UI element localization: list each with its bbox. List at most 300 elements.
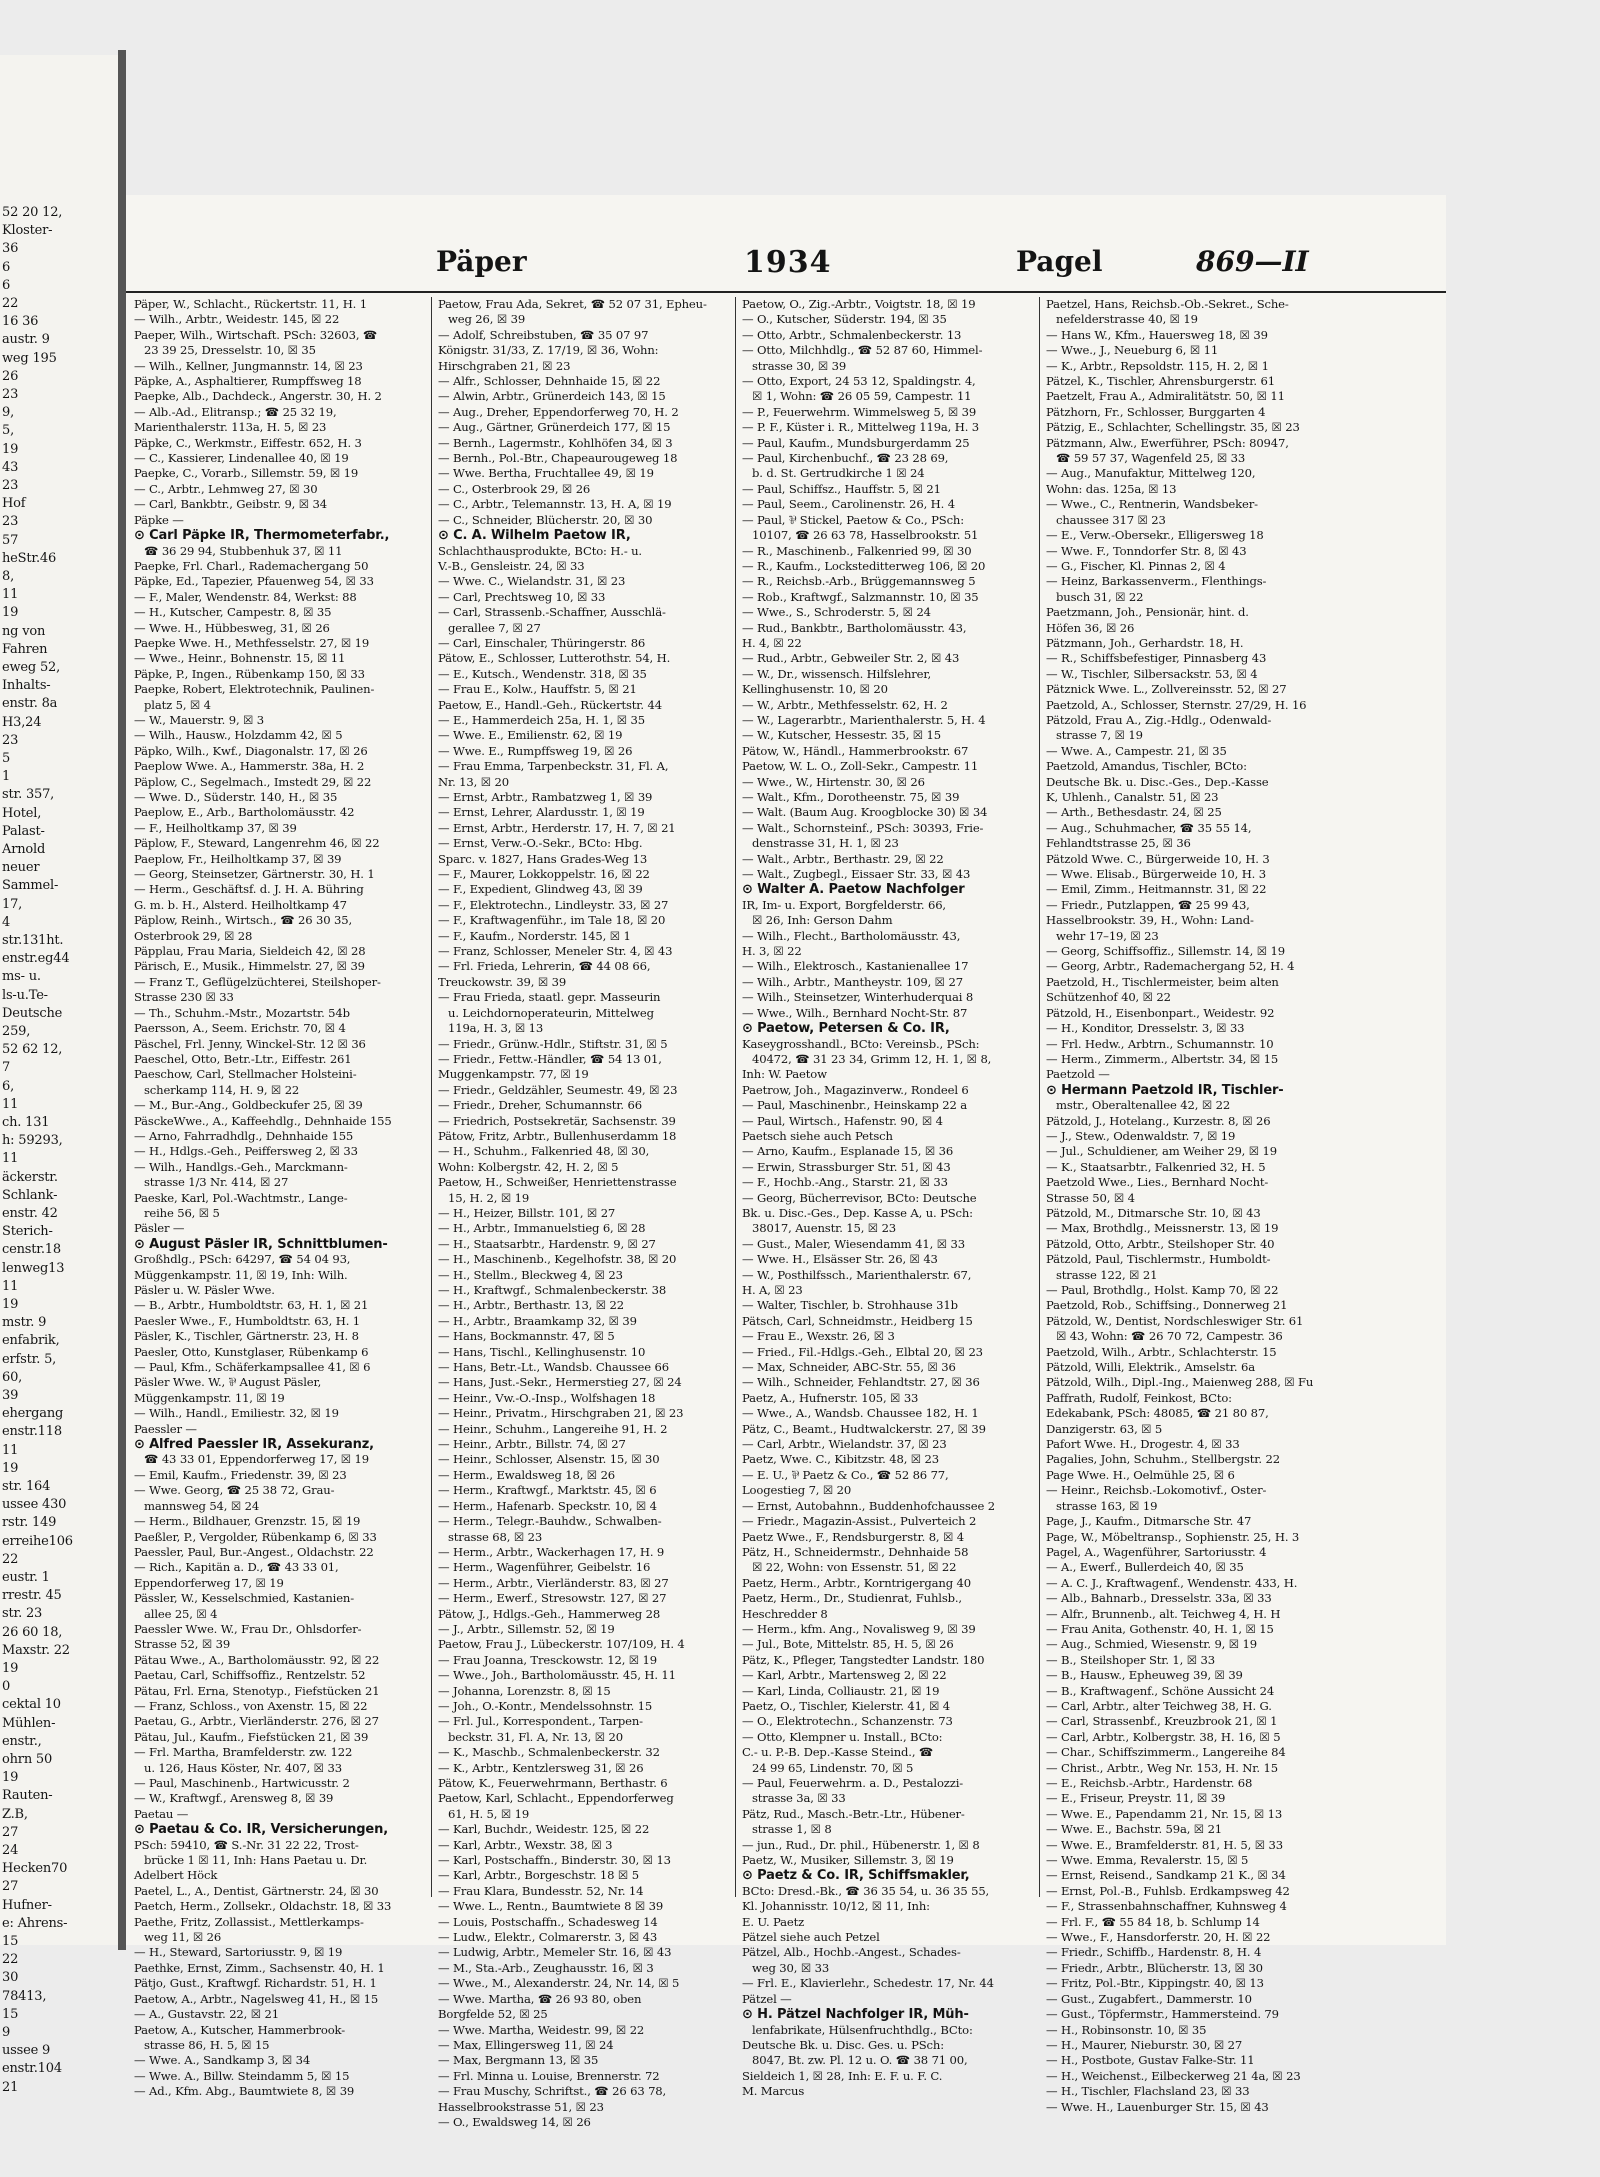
directory-entry: Pagel, A., Wagenführer, Sartoriusstr. 4 <box>1046 1544 1267 1559</box>
directory-entry: — Carl, Prechtsweg 10, ☒ 33 <box>438 589 606 604</box>
left-page-text-fragment: 5, <box>2 423 15 439</box>
directory-entry: Pätzel, K., Tischler, Ahrensburgerstr. 61 <box>1046 374 1275 389</box>
directory-entry: Päpke, P., Ingen., Rübenkamp 150, ☒ 33 <box>134 666 365 681</box>
directory-entry: u. 126, Haus Köster, Nr. 407, ☒ 33 <box>144 1760 342 1775</box>
directory-entry: — Frl. Jul., Korrespondent., Tarpen- <box>438 1714 643 1729</box>
directory-entry: mannsweg 54, ☒ 24 <box>144 1498 260 1513</box>
directory-entry: — Carl, Bankbtr., Geibstr. 9, ☒ 34 <box>134 497 327 512</box>
directory-entry: — Wwe. Emma, Revalerstr. 15, ☒ 5 <box>1046 1853 1249 1868</box>
left-page-text-fragment: 22 <box>2 1952 19 1968</box>
directory-entry: — F., Expedient, Glindweg 43, ☒ 39 <box>438 882 643 897</box>
directory-entry: — Frl. E., Klavierlehr., Schedestr. 17, Nr. 44 <box>742 1976 994 1991</box>
directory-entry: — H., Heizer, Billstr. 101, ☒ 27 <box>438 1205 616 1220</box>
directory-entry: — Wwe., A., Wandsb. Chaussee 182, H. 1 <box>742 1406 979 1421</box>
directory-entry: Müggenkampstr. 11, ☒ 19 <box>134 1390 285 1405</box>
directory-entry: — Frau Muschy, Schriftst., ☎ 26 63 78, <box>438 2084 667 2099</box>
left-page-text-fragment: 23 <box>2 514 19 530</box>
directory-entry: Pätzold, Wilh., Dipl.-Ing., Maienweg 288, ☒ Fu <box>1046 1375 1314 1390</box>
directory-entry: E. U. Paetz <box>742 1914 805 1929</box>
directory-entry: — Aug., Gärtner, Grünerdeich 177, ☒ 15 <box>438 420 671 435</box>
directory-entry: — Erwin, Strassburger Str. 51, ☒ 43 <box>742 1159 951 1174</box>
left-page-text-fragment: str. 164 <box>2 1479 51 1494</box>
left-page-text-fragment: ls-u.Te- <box>2 987 48 1003</box>
directory-entry: Schlachthausprodukte, BCto: H.- u. <box>438 543 642 558</box>
directory-entry: — Frau E., Kolw., Hauffstr. 5, ☒ 21 <box>438 682 637 697</box>
directory-entry: Bk. u. Disc.-Ges., Dep. Kasse A, u. PSch: <box>742 1205 973 1220</box>
directory-entry: — Christ., Arbtr., Weg Nr. 153, H. Nr. 15 <box>1046 1760 1278 1775</box>
directory-entry: — R., Kaufm., Locksteditterweg 106, ☒ 20 <box>742 558 986 573</box>
directory-entry: ☎ 59 57 37, Wagenfeld 25, ☒ 33 <box>1056 451 1246 466</box>
left-page-text-fragment: 22 <box>2 1551 19 1567</box>
directory-entry: — Georg, Arbtr., Rademachergang 52, H. 4 <box>1046 959 1295 974</box>
directory-entry: — Otto, Milchhdlg., ☎ 52 87 60, Himmel- <box>742 343 983 358</box>
directory-entry: H. A, ☒ 23 <box>742 1283 803 1297</box>
directory-entry: strasse 163, ☒ 19 <box>1056 1498 1158 1513</box>
directory-entry: Sparc. v. 1827, Hans Grades-Weg 13 <box>438 851 648 866</box>
directory-entry: — J., Arbtr., Sillemstr. 52, ☒ 19 <box>438 1621 615 1636</box>
directory-entry: — W., Tischler, Silbersackstr. 53, ☒ 4 <box>1046 666 1258 681</box>
left-page-text-fragment: enstr., <box>2 1733 42 1749</box>
directory-entry: weg 30, ☒ 33 <box>752 1960 830 1975</box>
directory-entry: — W., Lagerarbtr., Marienthalerstr. 5, H. 4 <box>742 712 986 727</box>
directory-entry: BCto: Dresd.-Bk., ☎ 36 35 54, u. 36 35 55, <box>742 1883 990 1898</box>
directory-entry: — Paul, Wirtsch., Hafenstr. 90, ☒ 4 <box>742 1113 943 1128</box>
directory-entry: — Friedr., Geldzähler, Seumestr. 49, ☒ 23 <box>438 1082 678 1097</box>
left-page-text-fragment: 6, <box>2 1078 15 1094</box>
directory-entry: Höfen 36, ☒ 26 <box>1046 620 1135 635</box>
directory-entry: Paetow, A., Kutscher, Hammerbrook- <box>134 2022 345 2037</box>
header-rule <box>126 291 1446 293</box>
left-page-text-fragment: 4 <box>2 914 11 930</box>
directory-entry: Sieldeich 1, ☒ 28, Inh: E. F. u. F. C. <box>742 2068 943 2083</box>
left-page-text-fragment: 259, <box>2 1024 31 1039</box>
directory-entry: C.- u. P.-B. Dep.-Kasse Steind., ☎ <box>742 1745 934 1760</box>
directory-entry: — Char., Schiffszimmerm., Langereihe 84 <box>1046 1745 1286 1760</box>
left-page-text-fragment: str. 357, <box>2 787 55 803</box>
left-page-text-fragment: 11 <box>2 1442 19 1458</box>
left-page-text-fragment: 39 <box>2 1388 19 1403</box>
directory-entry: — Alfr., Schlosser, Dehnhaide 15, ☒ 22 <box>438 374 661 389</box>
directory-entry: strasse 86, H. 5, ☒ 15 <box>144 2037 270 2052</box>
left-page-text-fragment: Hof <box>2 496 26 512</box>
directory-entry: Paetow, O., Zig.-Arbtr., Voigtstr. 18, ☒ 19 <box>742 297 976 311</box>
left-page-text-fragment: 1 <box>2 769 11 785</box>
directory-entry: — H., Arbtr., Braamkamp 32, ☒ 39 <box>438 1313 637 1328</box>
directory-entry: ⊙ Paetz & Co. IR, Schiffsmakler, <box>742 1868 970 1884</box>
directory-entry: Paeschel, Otto, Betr.-Ltr., Eiffestr. 261 <box>134 1051 352 1066</box>
directory-entry: — W., Posthilfssch., Marienthalerstr. 67, <box>742 1267 972 1282</box>
directory-entry: — Max, Bergmann 13, ☒ 35 <box>438 2053 599 2068</box>
left-page-text-fragment: 19 <box>2 1770 19 1786</box>
left-page-text-fragment: 21 <box>2 2079 19 2095</box>
left-page-text-fragment: ng von <box>2 623 46 639</box>
left-page-text-fragment: H3,24 <box>2 714 42 730</box>
directory-entry: — Paul, ⅌ Stickel, Paetow & Co., PSch: <box>742 512 964 527</box>
directory-entry: — Frau Anita, Gothenstr. 40, H. 1, ☒ 15 <box>1046 1621 1274 1636</box>
directory-entry: ⊙ Hermann Paetzold IR, Tischler- <box>1046 1082 1284 1098</box>
directory-entry: Pätow, Fritz, Arbtr., Bullenhuserdamm 18 <box>438 1128 677 1143</box>
directory-entry: Pätzig, E., Schlachter, Schellingstr. 35, ☒ 23 <box>1046 420 1300 435</box>
directory-entry: — Aug., Manufaktur, Mittelweg 120, <box>1046 466 1256 481</box>
left-page-text-fragment: 27 <box>2 1879 19 1895</box>
directory-entry: — Emil, Kaufm., Friedenstr. 39, ☒ 23 <box>134 1467 347 1482</box>
left-page-text-fragment: 8, <box>2 569 15 584</box>
directory-entry: — Gust., Maler, Wiesendamm 41, ☒ 33 <box>742 1236 965 1251</box>
directory-entry: — R., Schiffsbefestiger, Pinnasberg 43 <box>1046 651 1267 666</box>
directory-entry: — jun., Rud., Dr. phil., Hübenerstr. 1, ☒ 8 <box>742 1837 980 1852</box>
directory-entry: Pätzold, M., Ditmarsche Str. 10, ☒ 43 <box>1046 1205 1261 1220</box>
directory-entry: — Herm., Bildhauer, Grenzstr. 15, ☒ 19 <box>134 1514 361 1529</box>
directory-entry: — Friedr., Fettw.-Händler, ☎ 54 13 01, <box>438 1051 662 1066</box>
directory-entry: ⊙ Paetau & Co. IR, Versicherungen, <box>134 1822 388 1838</box>
directory-entry: ☒ 22, Wohn: von Essenstr. 51, ☒ 22 <box>752 1560 957 1575</box>
left-page-text-fragment: 15 <box>2 2006 19 2022</box>
directory-entry: — Rud., Bankbtr., Bartholomäusstr. 43, <box>742 620 967 635</box>
directory-entry: — Hans, Betr.-Lt., Wandsb. Chaussee 66 <box>438 1360 669 1375</box>
directory-entry: — Jul., Bote, Mittelstr. 85, H. 5, ☒ 26 <box>742 1637 954 1652</box>
directory-entry: Paetzold, H., Tischlermeister, beim alten <box>1046 974 1279 989</box>
header-page-number: 869—II <box>1196 245 1309 278</box>
directory-entry: — Gust., Zugabfert., Dammerstr. 10 <box>1046 1991 1252 2006</box>
directory-entry: PäsckeWwe., A., Kaffeehdlg., Dehnhaide 155 <box>134 1113 392 1128</box>
left-page-text-fragment: Deutsche <box>2 1005 63 1021</box>
directory-entry: Paeplow, Fr., Heilholtkamp 37, ☒ 39 <box>134 851 342 866</box>
directory-entry: Pätznick Wwe. L., Zollvereinsstr. 52, ☒ 27 <box>1046 682 1287 697</box>
directory-entry: Marienthalerstr. 113a, H. 5, ☒ 23 <box>134 420 327 435</box>
directory-entry: — Wwe., M., Alexanderstr. 24, Nr. 14, ☒ 5 <box>438 1976 680 1991</box>
directory-entry: — P., Feuerwehrm. Wimmelsweg 5, ☒ 39 <box>742 404 977 419</box>
directory-entry: Großhdlg., PSch: 64297, ☎ 54 04 93, <box>134 1252 351 1267</box>
directory-entry: — Heinz, Barkassenverm., Flenthings- <box>1046 574 1267 589</box>
directory-entry: lenfabrikate, Hülsenfruchthdlg., BCto: <box>752 2022 973 2037</box>
directory-entry: Paersson, A., Seem. Erichstr. 70, ☒ 4 <box>134 1021 346 1036</box>
directory-entry: — Franz, Schlosser, Meneler Str. 4, ☒ 43 <box>438 944 673 959</box>
directory-entry: Pätow, E., Schlosser, Lutterothstr. 54, H. <box>438 651 671 666</box>
directory-entry: — A. C. J., Kraftwagenf., Wendenstr. 433, H. <box>1046 1575 1298 1590</box>
directory-entry: Kl. Johannisstr. 10/12, ☒ 11, Inh: <box>742 1899 930 1914</box>
directory-entry: — Wwe. H., Elsässer Str. 26, ☒ 43 <box>742 1252 938 1267</box>
directory-entry: — Ad., Kfm. Abg., Baumtwiete 8, ☒ 39 <box>134 2084 355 2099</box>
directory-entry: — Walt., Arbtr., Berthastr. 29, ☒ 22 <box>742 851 944 866</box>
directory-entry: Heschredder 8 <box>742 1606 828 1621</box>
directory-entry: — O., Ewaldsweg 14, ☒ 26 <box>438 2114 591 2129</box>
directory-entry: Paetau — <box>134 1806 189 1821</box>
directory-entry: — Paul, Seem., Carolinenstr. 26, H. 4 <box>742 497 955 512</box>
directory-entry: — Paul, Maschinenbr., Heinskamp 22 a <box>742 1098 968 1113</box>
directory-entry: Päsler — <box>134 1221 185 1236</box>
directory-entry: Pätzold, H., Eisenbonpart., Weidestr. 92 <box>1046 1005 1275 1020</box>
directory-entry: — Ernst, Arbtr., Rambatzweg 1, ☒ 39 <box>438 790 653 804</box>
directory-entry: — Wilh., Handlgs.-Geh., Marckmann- <box>134 1159 348 1174</box>
directory-entry: Treuckowstr. 39, ☒ 39 <box>438 974 567 989</box>
directory-entry: — Wwe. Georg, ☎ 25 38 72, Grau- <box>134 1483 335 1498</box>
directory-entry: — Max, Ellingersweg 11, ☒ 24 <box>438 2037 614 2052</box>
directory-entry: — H., Hdlgs.-Geh., Peiffersweg 2, ☒ 33 <box>134 1144 358 1159</box>
column-2 <box>438 297 731 2129</box>
left-page-text-fragment: Hecken70 <box>2 1861 68 1877</box>
directory-entry: — Walt. (Baum Aug. Kroogblocke 30) ☒ 34 <box>742 805 988 820</box>
directory-entry: wehr 17–19, ☒ 23 <box>1056 928 1159 943</box>
directory-entry: Pätz, H., Schneidermstr., Dehnhaide 58 <box>742 1544 969 1559</box>
directory-entry: — Herm., Zimmerm., Albertstr. 34, ☒ 15 <box>1046 1051 1279 1066</box>
directory-entry: — H., Robinsonstr. 10, ☒ 35 <box>1046 2022 1207 2037</box>
directory-entry: ⊙ August Päsler IR, Schnittblumen- <box>134 1236 388 1252</box>
directory-entry: Pätzel — <box>742 1991 792 2006</box>
directory-entry: — Ludw., Elektr., Colmarerstr. 3, ☒ 43 <box>438 1930 658 1945</box>
left-page-text-fragment: 36 <box>2 241 19 257</box>
directory-entry: Paeplow Wwe. A., Hammerstr. 38a, H. 2 <box>134 759 365 774</box>
directory-entry: — Rich., Kapitän a. D., ☎ 43 33 01, <box>134 1560 339 1575</box>
directory-entry: Paetow, Frau Ada, Sekret, ☎ 52 07 31, Epheu- <box>438 297 707 311</box>
left-page-text-fragment: enstr.118 <box>2 1424 62 1440</box>
directory-entry: — Wwe., Joh., Bartholomäusstr. 45, H. 11 <box>438 1668 676 1683</box>
left-page-text-fragment: 22 <box>2 296 19 311</box>
directory-entry: Pagalies, John, Schuhm., Stellbergstr. 22 <box>1046 1452 1280 1467</box>
directory-entry: Pätz, C., Beamt., Hudtwalckerstr. 27, ☒ 39 <box>742 1421 986 1436</box>
directory-entry: — Adolf, Schreibstuben, ☎ 35 07 97 <box>438 327 649 342</box>
directory-entry: — Friedrich, Postsekretär, Sachsenstr. 39 <box>438 1113 676 1128</box>
directory-entry: IR, Im- u. Export, Borgfelderstr. 66, <box>742 897 946 912</box>
directory-entry: strasse 68, ☒ 23 <box>448 1529 543 1544</box>
left-page-text-fragment: 6 <box>2 259 11 275</box>
directory-entry: — Ernst, Verw.-O.-Sekr., BCto: Hbg. <box>438 836 643 851</box>
left-page-text-fragment: 60, <box>2 1369 23 1385</box>
directory-entry: Kaseygrosshandl., BCto: Vereinsb., PSch: <box>742 1036 980 1051</box>
directory-entry: Schützenhof 40, ☒ 22 <box>1046 990 1171 1005</box>
directory-entry: Paepke, Alb., Dachdeck., Angerstr. 30, H. 2 <box>134 389 382 404</box>
left-page-text-fragment: enstr.104 <box>2 2061 62 2077</box>
directory-entry: — Herm., Geschäftsf. d. J. H. A. Bühring <box>134 882 364 897</box>
directory-entry: — Max, Schneider, ABC-Str. 55, ☒ 36 <box>742 1360 956 1375</box>
book-gutter <box>118 50 126 1950</box>
directory-entry: — Wilh., Arbtr., Mantheystr. 109, ☒ 27 <box>742 974 963 989</box>
directory-entry: nefelderstrasse 40, ☒ 19 <box>1056 312 1198 327</box>
left-page-text-fragment: ch. 131 <box>2 1115 50 1130</box>
directory-entry: Danzigerstr. 63, ☒ 5 <box>1046 1421 1163 1436</box>
directory-entry: 38017, Auenstr. 15, ☒ 23 <box>752 1221 897 1236</box>
directory-entry: Paessler, Paul, Bur.-Angest., Oldachstr. 22 <box>134 1544 374 1559</box>
directory-entry: brücke 1 ☒ 11, Inh: Hans Paetau u. Dr. <box>144 1853 368 1868</box>
directory-entry: platz 5, ☒ 4 <box>144 697 211 712</box>
directory-entry: — O., Kutscher, Süderstr. 194, ☒ 35 <box>742 312 947 327</box>
directory-entry: — Herm., Wagenführer, Geibelstr. 16 <box>438 1560 651 1575</box>
directory-entry: — Georg, Steinsetzer, Gärtnerstr. 30, H. 1 <box>134 867 375 882</box>
directory-entry: Pätow, K., Feuerwehrmann, Berthastr. 6 <box>438 1776 668 1790</box>
directory-entry: — Bernh., Pol.-Btr., Chapeaurougeweg 18 <box>438 451 678 466</box>
left-page-text-fragment: 27 <box>2 1824 19 1840</box>
directory-entry: — F., Elektrotechn., Lindleystr. 33, ☒ 27 <box>438 897 669 912</box>
directory-entry: — Carl, Arbtr., Wielandstr. 37, ☒ 23 <box>742 1437 947 1452</box>
directory-entry: — Paul, Maschinenb., Hartwicusstr. 2 <box>134 1776 350 1790</box>
directory-entry: Muggenkampstr. 77, ☒ 19 <box>438 1067 589 1082</box>
directory-entry: — Franz T., Geflügelzüchterei, Steilshoper- <box>134 974 381 989</box>
directory-entry: reihe 56, ☒ 5 <box>144 1205 220 1220</box>
directory-entry: — Carl, Strassenbf., Kreuzbrook 21, ☒ 1 <box>1046 1714 1278 1729</box>
left-page-text-fragment: 78413, <box>2 1988 47 2004</box>
directory-entry: Paffrath, Rudolf, Feinkost, BCto: <box>1046 1390 1232 1405</box>
directory-entry: Deutsche Bk. u. Disc. Ges. u. PSch: <box>742 2037 944 2052</box>
left-page-text-fragment: Sterich- <box>2 1224 53 1240</box>
directory-entry: Hirschgraben 21, ☒ 23 <box>438 358 571 373</box>
directory-entry: — F., Kraftwagenführ., im Tale 18, ☒ 20 <box>438 913 666 928</box>
left-page-text-fragment: 19 <box>2 605 19 621</box>
directory-entry: — E., Kutsch., Wendenstr. 318, ☒ 35 <box>438 666 647 681</box>
left-page-text-fragment: 19 <box>2 441 19 457</box>
left-page-text-fragment: str. 23 <box>2 1606 43 1622</box>
directory-entry: — B., Steilshoper Str. 1, ☒ 33 <box>1046 1652 1215 1667</box>
left-page-text-fragment: 9, <box>2 405 15 421</box>
directory-entry: — Wwe. A., Campestr. 21, ☒ 35 <box>1046 743 1227 758</box>
directory-entry: Paessler Wwe. W., Frau Dr., Ohlsdorfer- <box>134 1621 362 1636</box>
directory-entry: — Wwe. Martha, Weidestr. 99, ☒ 22 <box>438 2022 645 2037</box>
directory-entry: — Herm., Ewerf., Stresowstr. 127, ☒ 27 <box>438 1591 667 1606</box>
directory-entry: — E. U., ⅌ Paetz & Co., ☎ 52 86 77, <box>742 1467 949 1482</box>
directory-entry: — Wilh., Hausw., Holzdamm 42, ☒ 5 <box>134 728 343 743</box>
directory-entry: — Wwe. Elisab., Bürgerweide 10, H. 3 <box>1046 867 1266 882</box>
left-page-text-fragment: Arnold <box>2 842 46 857</box>
directory-entry: Kellinghusenstr. 10, ☒ 20 <box>742 682 888 697</box>
directory-entry: — Frau Emma, Tarpenbeckstr. 31, Fl. A, <box>438 759 669 774</box>
directory-entry: Päpko, Wilh., Kwf., Diagonalstr. 17, ☒ 26 <box>134 743 368 758</box>
directory-entry: Adelbert Höck <box>134 1868 218 1883</box>
left-page-text-fragment: Mühlen- <box>2 1715 56 1731</box>
directory-entry: — Wwe. L., Rentn., Baumtwiete 8 ☒ 39 <box>438 1899 664 1914</box>
directory-entry: Pätzmann, Alw., Ewerführer, PSch: 80947, <box>1046 435 1289 450</box>
directory-entry: ⊙ Alfred Paessler IR, Assekuranz, <box>134 1437 374 1453</box>
directory-entry: — Karl, Postschaffn., Binderstr. 30, ☒ 13 <box>438 1853 671 1868</box>
directory-entry: — H., Konditor, Dresselstr. 3, ☒ 33 <box>1046 1021 1245 1036</box>
directory-entry: beckstr. 31, Fl. A, Nr. 13, ☒ 20 <box>448 1729 623 1744</box>
directory-entry: Paessler — <box>134 1421 197 1436</box>
directory-entry: — Herm., Hafenarb. Speckstr. 10, ☒ 4 <box>438 1498 657 1513</box>
directory-entry: denstrasse 31, H. 1, ☒ 23 <box>752 836 899 851</box>
directory-entry: weg 11, ☒ 26 <box>144 1930 222 1945</box>
directory-entry: — K., Arbtr., Kentzlersweg 31, ☒ 26 <box>438 1760 644 1775</box>
directory-entry: ⊙ C. A. Wilhelm Paetow IR, <box>438 528 631 544</box>
directory-entry: — W., Kutscher, Hessestr. 35, ☒ 15 <box>742 728 941 743</box>
left-page-text-fragment: enfabrik, <box>2 1333 60 1349</box>
directory-entry: — Herm., Kraftwgf., Marktstr. 45, ☒ 6 <box>438 1483 657 1498</box>
left-page-text-fragment: 6 <box>2 277 11 293</box>
directory-entry: — R., Reichsb.-Arb., Brüggemannsweg 5 <box>742 574 976 589</box>
directory-entry: — H., Schuhm., Falkenried 48, ☒ 30, <box>438 1144 650 1159</box>
directory-entry: — R., Maschinenb., Falkenried 99, ☒ 30 <box>742 543 972 558</box>
directory-entry: — C., Kassierer, Lindenallee 40, ☒ 19 <box>134 451 349 466</box>
directory-entry: 40472, ☎ 31 23 34, Grimm 12, H. 1, ☒ 8, <box>752 1051 992 1066</box>
directory-entry: — W., Mauerstr. 9, ☒ 3 <box>134 712 265 727</box>
directory-entry: — Frau Frieda, staatl. gepr. Masseurin <box>438 990 661 1005</box>
left-page-text-fragment: enstr. 8a <box>2 696 58 712</box>
directory-entry: Paetch, Herm., Zollsekr., Oldachstr. 18, ☒ 33 <box>134 1899 392 1914</box>
directory-entry: Pätz, K., Pfleger, Tangstedter Landstr. 180 <box>742 1652 985 1667</box>
directory-entry: — Hans, Tischl., Kellinghusenstr. 10 <box>438 1344 646 1359</box>
directory-entry: Inh: W. Paetow <box>742 1067 827 1082</box>
directory-entry: 61, H. 5, ☒ 19 <box>448 1806 530 1821</box>
left-page-text-fragment: austr. 9 <box>2 332 50 348</box>
left-page-text-fragment: 24 <box>2 1843 19 1858</box>
directory-entry: Hasselbrookstrasse 51, ☒ 23 <box>438 2099 604 2114</box>
directory-entry: — Paul, Feuerwehrm. a. D., Pestalozzi- <box>742 1776 964 1790</box>
directory-entry: ⊙ Paetow, Petersen & Co. IR, <box>742 1021 950 1037</box>
directory-entry: — Paul, Kaufm., Mundsburgerdamm 25 <box>742 435 970 450</box>
left-page-text-fragment: Z.B, <box>2 1806 28 1822</box>
directory-entry: Paetz, O., Tischler, Kielerstr. 41, ☒ 4 <box>742 1698 950 1713</box>
directory-entry: Pätzel, Alb., Hochb.-Angest., Schades- <box>742 1945 961 1960</box>
page-header <box>126 245 1446 285</box>
directory-entry: — Frl. F., ☎ 55 84 18, b. Schlump 14 <box>1046 1914 1260 1929</box>
left-page-text-fragment: 19 <box>2 1661 19 1676</box>
left-page-text-fragment: 19 <box>2 1297 19 1312</box>
directory-entry: — C., Schneider, Blücherstr. 20, ☒ 30 <box>438 512 653 527</box>
directory-entry: — B., Hausw., Epheuweg 39, ☒ 39 <box>1046 1668 1243 1683</box>
directory-entry: Paetzel, Hans, Reichsb.-Ob.-Sekret., Sche- <box>1046 297 1289 311</box>
left-page-text-fragment: Sammel- <box>2 878 59 894</box>
directory-entry: — A., Gustavstr. 22, ☒ 21 <box>134 2007 279 2022</box>
directory-entry: — Walt., Zugbegl., Eissaer Str. 33, ☒ 43 <box>742 867 971 882</box>
directory-entry: — B., Kraftwagenf., Schöne Aussicht 24 <box>1046 1683 1275 1698</box>
directory-entry: V.-B., Gensleistr. 24, ☒ 33 <box>438 558 585 573</box>
directory-entry: Pätzold, W., Dentist, Nordschleswiger Str. 61 <box>1046 1313 1304 1328</box>
directory-entry: Loogestieg 7, ☒ 20 <box>742 1483 852 1498</box>
directory-entry: 8047, Bt. zw. Pl. 12 u. O. ☎ 38 71 00, <box>752 2053 968 2068</box>
left-page-text-fragment: 7 <box>2 1060 11 1076</box>
directory-entry: — Wwe., F., Hansdorferstr. 20, H. ☒ 22 <box>1046 1930 1271 1945</box>
directory-entry: — H., Tischler, Flachsland 23, ☒ 33 <box>1046 2084 1250 2099</box>
directory-entry: — Bernh., Lagermstr., Kohlhöfen 34, ☒ 3 <box>438 435 673 450</box>
directory-entry: — Heinr., Reichsb.-Lokomotivf., Oster- <box>1046 1483 1267 1498</box>
directory-entry: — Aug., Schuhmacher, ☎ 35 55 14, <box>1046 820 1252 835</box>
directory-entry: — Frl. Minna u. Louise, Brennerstr. 72 <box>438 2068 660 2083</box>
directory-entry: Paetzold, Rob., Schiffsing., Donnerweg 21 <box>1046 1298 1288 1313</box>
directory-entry: — K., Staatsarbtr., Falkenried 32, H. 5 <box>1046 1159 1266 1174</box>
directory-entry: Osterbrook 29, ☒ 28 <box>134 928 253 943</box>
directory-entry: Pässler, W., Kesselschmied, Kastanien- <box>134 1591 355 1606</box>
left-page-fragment <box>0 55 121 2095</box>
directory-entry: Pätow, W., Händl., Hammerbrookstr. 67 <box>742 743 969 758</box>
directory-entry: Pätzold, J., Hotelang., Kurzestr. 8, ☒ 26 <box>1046 1113 1271 1128</box>
header-left-word: Päper <box>436 245 527 278</box>
directory-entry: Päschel, Frl. Jenny, Winckel-Str. 12 ☒ 36 <box>134 1036 366 1051</box>
left-page-text-fragment: Palast- <box>2 823 45 839</box>
directory-entry: Deutsche Bk. u. Disc.-Ges., Dep.-Kasse <box>1046 774 1269 789</box>
directory-entry: Edekabank, PSch: 48085, ☎ 21 80 87, <box>1046 1406 1269 1421</box>
directory-entry: Pätz, Rud., Masch.-Betr.-Ltr., Hübener- <box>742 1806 965 1821</box>
directory-entry: — Wwe., C., Rentnerin, Wandsbeker- <box>1046 497 1258 512</box>
left-page-text-fragment: Hotel, <box>2 805 42 821</box>
left-page-text-fragment: Maxstr. 22 <box>2 1642 70 1658</box>
directory-entry: Päsler, K., Tischler, Gärtnerstr. 23, H. 8 <box>134 1329 359 1344</box>
directory-entry: ☒ 26, Inh: Gerson Dahm <box>752 913 893 928</box>
directory-entry: — Georg, Bücherrevisor, BCto: Deutsche <box>742 1190 977 1205</box>
directory-entry: — Friedr., Arbtr., Blücherstr. 13, ☒ 30 <box>1046 1960 1263 1975</box>
directory-entry: — Carl, Arbtr., alter Teichweg 38, H. G. <box>1046 1698 1272 1713</box>
directory-entry: — Friedr., Schiffb., Hardenstr. 8, H. 4 <box>1046 1945 1262 1960</box>
directory-entry: — Ernst, Reisend., Sandkamp 21 K., ☒ 34 <box>1046 1868 1286 1883</box>
directory-entry: — Frl. Martha, Bramfelderstr. zw. 122 <box>134 1745 353 1760</box>
directory-entry: Paetzelt, Frau A., Admiralitätstr. 50, ☒ 11 <box>1046 389 1285 404</box>
left-page-text-fragment: lenweg13 <box>2 1260 65 1276</box>
directory-entry: Paetzold — <box>1046 1067 1110 1082</box>
directory-entry: — Louis, Postschaffn., Schadesweg 14 <box>438 1914 658 1929</box>
directory-entry: — Frl. Frieda, Lehrerin, ☎ 44 08 66, <box>438 959 651 974</box>
directory-entry: Päpke, A., Asphaltierer, Rumpffsweg 18 <box>134 374 362 389</box>
directory-entry: Pätzold, Otto, Arbtr., Steilshoper Str. 40 <box>1046 1236 1275 1251</box>
directory-entry: — Georg, Schiffsoffiz., Sillemstr. 14, ☒ 19 <box>1046 944 1285 959</box>
directory-entry: — Ludwig, Arbtr., Memeler Str. 16, ☒ 43 <box>438 1945 672 1960</box>
directory-entry: — Frau Klara, Bundesstr. 52, Nr. 14 <box>438 1883 644 1898</box>
directory-entry: G. m. b. H., Alsterd. Heilholtkamp 47 <box>134 897 347 912</box>
directory-entry: Pätjo, Gust., Kraftwgf. Richardstr. 51, H. 1 <box>134 1976 377 1991</box>
